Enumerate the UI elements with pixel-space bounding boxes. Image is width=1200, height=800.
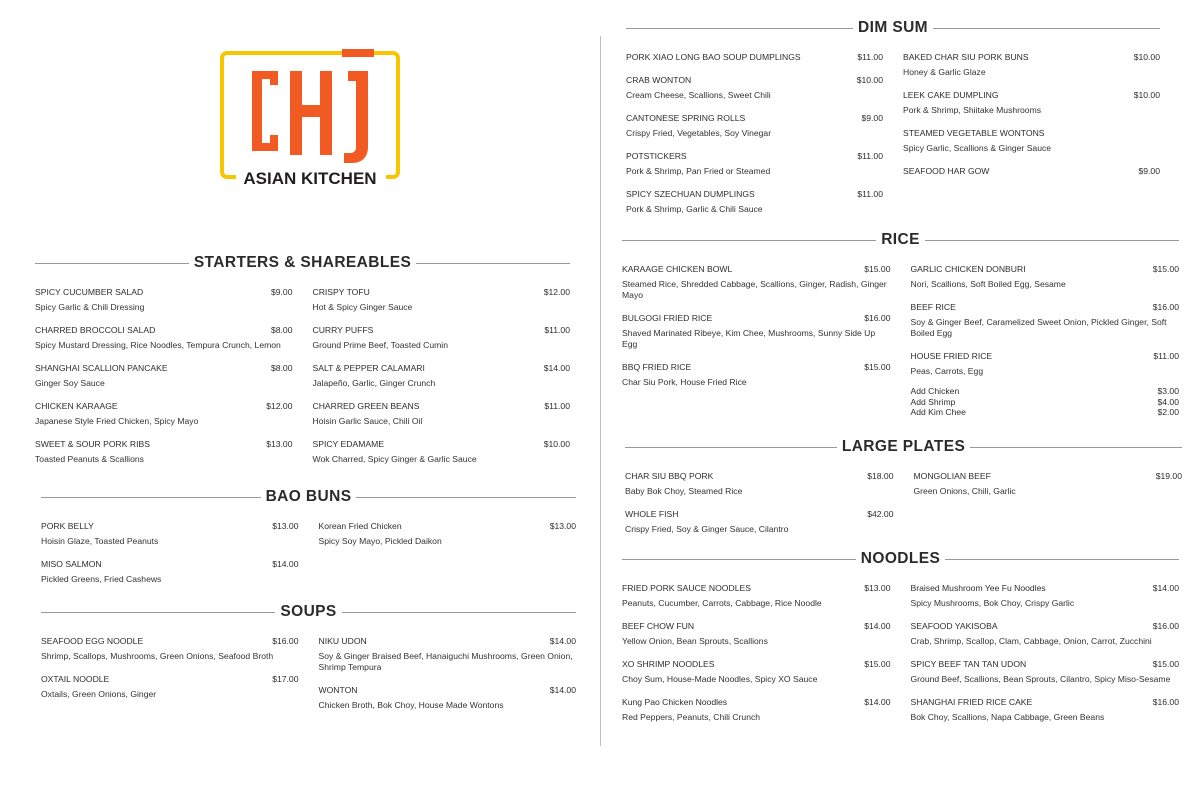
- menu-column: [319, 635, 577, 722]
- menu-items: [35, 286, 570, 476]
- menu-item: [622, 620, 891, 647]
- item-description: Pork & Shrimp, Pan Fried or Steamed: [626, 166, 771, 176]
- item-description: Ground Beef, Scallions, Bean Sprouts, Cilantro, Spicy Miso-Sesame: [910, 674, 1171, 684]
- item-price: $15.00: [1152, 659, 1179, 669]
- item-price: $15.00: [864, 264, 891, 274]
- section-dim-sum: [626, 17, 1160, 226]
- menu-item-row: [622, 361, 891, 373]
- item-name: SPICY SZECHUAN DUMPLINGS: [626, 189, 755, 199]
- menu-column: [622, 582, 891, 734]
- divider-line: [925, 240, 1179, 241]
- item-description: Baby Bok Choy, Steamed Rice: [625, 486, 743, 496]
- section-starters: [35, 252, 570, 476]
- menu-item-row: [319, 520, 577, 532]
- item-description: Spicy Garlic & Chili Dressing: [35, 302, 145, 312]
- divider-line: [41, 497, 261, 498]
- section-title: SOUPS: [280, 603, 337, 620]
- menu-item: [625, 508, 894, 535]
- menu-item-row: [41, 520, 299, 532]
- item-name: SPICY BEEF TAN TAN UDON: [910, 659, 1027, 669]
- item-description: Hot & Spicy Ginger Sauce: [312, 302, 413, 312]
- item-description: Shrimp, Scallops, Mushrooms, Green Onions, Seafood Broth: [41, 651, 274, 661]
- section-header: [625, 436, 1182, 458]
- item-name: CHARRED GREEN BEANS: [312, 401, 420, 411]
- divider-line: [342, 612, 576, 613]
- item-price: $14.00: [272, 559, 299, 569]
- addon-price: $4.00: [1157, 396, 1179, 407]
- item-description: Spicy Mushrooms, Bok Choy, Crispy Garlic: [910, 598, 1075, 608]
- divider-line: [41, 612, 275, 613]
- menu-item-row: [41, 558, 299, 570]
- menu-item-row: [35, 438, 293, 450]
- menu-item: [626, 188, 883, 215]
- menu-item-row: [622, 696, 891, 708]
- menu-column: [911, 263, 1180, 418]
- item-description: Pork & Shrimp, Shiitake Mushrooms: [903, 105, 1042, 115]
- item-price: $14.00: [1152, 583, 1179, 593]
- item-name: BAKED CHAR SIU PORK BUNS: [903, 52, 1029, 62]
- item-description: Soy & Ginger Braised Beef, Hanaiguchi Mushrooms, Green Onion, Shrimp Tempura: [318, 651, 573, 672]
- item-name: CRISPY TOFU: [312, 287, 370, 297]
- divider-line: [622, 559, 856, 560]
- divider-line: [945, 559, 1179, 560]
- addon-name: Add Chicken: [910, 386, 960, 396]
- item-name: POTSTICKERS: [626, 151, 687, 161]
- item-price: $14.00: [864, 697, 891, 707]
- menu-item: [319, 684, 577, 711]
- menu-item-row: [313, 362, 571, 374]
- addon-price: $3.00: [1157, 386, 1179, 396]
- menu-item-row: [626, 150, 883, 162]
- addon-name: Add Shrimp: [910, 396, 956, 407]
- menu-column: [41, 635, 299, 722]
- addon-name: Add Kim Chee: [910, 407, 966, 417]
- item-description: Crispy Fried, Soy & Ginger Sauce, Cilantro: [625, 524, 789, 534]
- menu-item: [622, 361, 891, 388]
- menu-item-row: [911, 350, 1180, 362]
- page-divider: [600, 36, 601, 746]
- menu-item-row: [35, 400, 293, 412]
- logo-letters: [252, 49, 374, 163]
- menu-item: [313, 400, 571, 427]
- menu-column: [914, 470, 1183, 546]
- item-description: Bok Choy, Scallions, Napa Cabbage, Green Beans: [910, 712, 1105, 722]
- divider-line: [933, 28, 1160, 29]
- menu-item-row: [903, 127, 1160, 139]
- item-description: Spicy Soy Mayo, Pickled Daikon: [318, 536, 442, 546]
- item-description: Japanese Style Fried Chicken, Spicy Mayo: [35, 416, 199, 426]
- menu-item: [622, 696, 891, 723]
- item-name: XO SHRIMP NOODLES: [622, 659, 715, 669]
- item-name: BEEF CHOW FUN: [622, 621, 695, 631]
- menu-item-row: [35, 362, 293, 374]
- divider-line: [356, 497, 576, 498]
- item-price: $42.00: [867, 509, 894, 519]
- menu-item-row: [903, 89, 1160, 101]
- item-price: $12.00: [266, 401, 293, 411]
- menu-item: [911, 582, 1180, 609]
- menu-item: [911, 301, 1180, 339]
- menu-item-row: [35, 324, 293, 336]
- item-description: Soy & Ginger Beef, Caramelized Sweet Onion, Pickled Ginger, Soft Boiled Egg: [910, 317, 1167, 338]
- section-header: [41, 601, 576, 623]
- divider-line: [970, 447, 1182, 448]
- item-price: $10.00: [543, 439, 570, 449]
- menu-item: [41, 635, 299, 662]
- item-name: SEAFOOD EGG NOODLE: [41, 636, 144, 646]
- section-header: [41, 486, 576, 508]
- menu-item-row: [622, 658, 891, 670]
- item-price: $16.00: [1152, 302, 1179, 312]
- item-description: Char Siu Pork, House Fried Rice: [622, 377, 747, 387]
- item-price: $11.00: [857, 189, 883, 199]
- item-description: Chicken Broth, Bok Choy, House Made Wontons: [318, 700, 504, 710]
- item-price: $11.00: [857, 52, 883, 62]
- item-price: $11.00: [544, 401, 570, 411]
- item-name: STEAMED VEGETABLE WONTONS: [903, 128, 1045, 138]
- menu-item-row: [41, 673, 299, 685]
- menu-column: [903, 51, 1160, 226]
- item-description: Honey & Garlic Glaze: [903, 67, 986, 77]
- item-name: Korean Fried Chicken: [318, 521, 402, 531]
- item-name: SALT & PEPPER CALAMARI: [312, 363, 425, 373]
- menu-item-row: [313, 286, 571, 298]
- menu-item-row: [914, 470, 1183, 482]
- section-soups: [41, 601, 576, 722]
- item-price: $17.00: [272, 674, 299, 684]
- item-price: $15.00: [1152, 264, 1179, 274]
- item-name: CHARRED BROCCOLI SALAD: [35, 325, 156, 335]
- item-price: $13.00: [266, 439, 293, 449]
- item-name: OXTAIL NOODLE: [41, 674, 110, 684]
- item-price: $13.00: [864, 583, 891, 593]
- item-description: Spicy Mustard Dressing, Rice Noodles, Tempura Crunch, Lemon: [35, 340, 281, 350]
- item-price: $12.00: [543, 287, 570, 297]
- item-name: Kung Pao Chicken Noodles: [622, 697, 728, 707]
- menu-items: [622, 263, 1179, 418]
- menu-item-row: [626, 112, 883, 124]
- menu-column: [622, 263, 891, 418]
- menu-column: [911, 582, 1180, 734]
- item-price: $9.00: [270, 287, 293, 297]
- item-name: SHANGHAI SCALLION PANCAKE: [35, 363, 168, 373]
- item-price: $14.00: [549, 685, 576, 695]
- section-noodles: [622, 548, 1179, 734]
- menu-item-row: [313, 400, 571, 412]
- item-price: $19.00: [1155, 471, 1182, 481]
- item-name: WHOLE FISH: [625, 509, 679, 519]
- menu-item: [622, 658, 891, 685]
- item-description: Choy Sum, House-Made Noodles, Spicy XO Sauce: [622, 674, 818, 684]
- addon-row: [911, 386, 1180, 397]
- menu-items: [41, 520, 576, 596]
- item-description: Cream Cheese, Scallions, Sweet Chili: [626, 90, 771, 100]
- section-large-plates: [625, 436, 1182, 546]
- addons-list: [911, 386, 1180, 418]
- item-price: $14.00: [864, 621, 891, 631]
- logo-tagline: ASIAN KITCHEN: [243, 169, 377, 185]
- divider-line: [416, 263, 570, 264]
- item-name: SEAFOOD HAR GOW: [903, 166, 990, 176]
- menu-item-row: [622, 312, 891, 324]
- item-name: PORK XIAO LONG BAO SOUP DUMPLINGS: [626, 52, 801, 62]
- menu-item: [35, 438, 293, 465]
- section-bao-buns: [41, 486, 576, 596]
- item-price: $8.00: [270, 325, 293, 335]
- addon-price: $2.00: [1157, 407, 1179, 417]
- item-price: $8.00: [270, 363, 293, 373]
- item-price: $9.00: [1138, 166, 1160, 176]
- menu-item-row: [626, 188, 883, 200]
- menu-item-row: [35, 286, 293, 298]
- item-name: MONGOLIAN BEEF: [913, 471, 991, 481]
- menu-item: [914, 470, 1183, 497]
- item-description: Yellow Onion, Bean Sprouts, Scallions: [622, 636, 768, 646]
- item-description: Crispy Fried, Vegetables, Soy Vinegar: [626, 128, 772, 138]
- item-description: Toasted Peanuts & Scallions: [35, 454, 144, 464]
- item-description: Peanuts, Cucumber, Carrots, Cabbage, Rice Noodle: [622, 598, 822, 608]
- addon-row: [911, 407, 1180, 418]
- menu-item: [35, 286, 293, 313]
- item-description: Nori, Scallions, Soft Boiled Egg, Sesame: [910, 279, 1066, 289]
- menu-item: [911, 263, 1180, 290]
- divider-line: [625, 447, 837, 448]
- item-description: Wok Charred, Spicy Ginger & Garlic Sauce: [312, 454, 477, 464]
- section-title: STARTERS & SHAREABLES: [193, 254, 412, 271]
- item-name: SPICY EDAMAME: [312, 439, 384, 449]
- item-price: $13.00: [549, 521, 576, 531]
- item-description: Red Peppers, Peanuts, Chili Crunch: [622, 712, 761, 722]
- item-name: GARLIC CHICKEN DONBURI: [910, 264, 1026, 274]
- item-name: SPICY CUCUMBER SALAD: [35, 287, 144, 297]
- menu-item: [626, 150, 883, 177]
- menu-column: [41, 520, 299, 596]
- menu-item-row: [911, 658, 1180, 670]
- menu-column: [35, 286, 293, 476]
- item-name: WONTON: [318, 685, 358, 695]
- menu-item: [903, 51, 1160, 78]
- item-price: $10.00: [856, 75, 883, 85]
- menu-column: [625, 470, 894, 546]
- item-price: $14.00: [543, 363, 570, 373]
- menu-item-row: [911, 301, 1180, 313]
- item-name: PORK BELLY: [41, 521, 94, 531]
- menu-item: [35, 362, 293, 389]
- menu-item-row: [911, 620, 1180, 632]
- item-price: $15.00: [864, 362, 891, 372]
- menu-item: [313, 324, 571, 351]
- menu-item-row: [319, 684, 577, 696]
- item-name: BEEF RICE: [910, 302, 956, 312]
- item-name: KARAAGE CHICKEN BOWL: [622, 264, 733, 274]
- menu-item: [41, 673, 299, 700]
- item-description: Pickled Greens, Fried Cashews: [41, 574, 162, 584]
- menu-item-row: [622, 263, 891, 275]
- item-description: Crab, Shrimp, Scallop, Clam, Cabbage, Onion, Carrot, Zucchini: [910, 636, 1152, 646]
- menu-item: [622, 312, 891, 350]
- menu-item-row: [622, 582, 891, 594]
- menu-items: [625, 470, 1182, 546]
- item-price: $14.00: [549, 636, 576, 646]
- menu-item: [626, 112, 883, 139]
- item-name: HOUSE FRIED RICE: [910, 351, 993, 361]
- menu-item: [41, 520, 299, 547]
- menu-item: [911, 620, 1180, 647]
- item-description: Ginger Soy Sauce: [35, 378, 105, 388]
- item-description: Peas, Carrots, Egg: [910, 366, 984, 376]
- menu-item-row: [319, 635, 577, 647]
- item-name: SEAFOOD YAKISOBA: [910, 621, 998, 631]
- item-price: $10.00: [1133, 90, 1160, 100]
- item-price: $11.00: [1153, 351, 1179, 361]
- item-name: SWEET & SOUR PORK RIBS: [35, 439, 150, 449]
- menu-item: [35, 400, 293, 427]
- item-name: CRAB WONTON: [626, 75, 692, 85]
- menu-item: [626, 74, 883, 101]
- section-header: [622, 229, 1179, 251]
- item-name: BBQ FRIED RICE: [622, 362, 692, 372]
- divider-line: [35, 263, 189, 264]
- section-rice: [622, 229, 1179, 418]
- item-description: Oxtails, Green Onions, Ginger: [41, 689, 157, 699]
- menu-item: [903, 127, 1160, 154]
- menu-item-row: [313, 438, 571, 450]
- menu-item: [625, 470, 894, 497]
- menu-item: [313, 438, 571, 465]
- menu-item-row: [626, 74, 883, 86]
- menu-item: [911, 658, 1180, 685]
- section-header: [626, 17, 1160, 39]
- item-price: $9.00: [861, 113, 883, 123]
- menu-item-row: [903, 165, 1160, 177]
- menu-item-row: [911, 696, 1180, 708]
- menu-item: [622, 582, 891, 609]
- item-description: Shaved Marinated Ribeye, Kim Chee, Mushrooms, Sunny Side Up Egg: [622, 328, 876, 349]
- item-description: Ground Prime Beef, Toasted Cumin: [312, 340, 448, 350]
- section-title: DIM SUM: [858, 19, 928, 36]
- item-name: BULGOGI FRIED RICE: [622, 313, 713, 323]
- menu-item-row: [903, 51, 1160, 63]
- item-name: Braised Mushroom Yee Fu Noodles: [910, 583, 1046, 593]
- item-price: $13.00: [272, 521, 299, 531]
- addon-row: [911, 397, 1180, 408]
- menu-item-row: [626, 51, 883, 63]
- item-name: FRIED PORK SAUCE NOODLES: [622, 583, 751, 593]
- menu-items: [626, 51, 1160, 226]
- item-name: CURRY PUFFS: [312, 325, 374, 335]
- menu-items: [622, 582, 1179, 734]
- menu-item: [35, 324, 293, 351]
- divider-line: [622, 240, 876, 241]
- menu-item: [319, 520, 577, 547]
- menu-item: [313, 362, 571, 389]
- menu-item-row: [911, 582, 1180, 594]
- item-description: Spicy Garlic, Scallions & Ginger Sauce: [903, 143, 1052, 153]
- menu-items: [41, 635, 576, 722]
- item-price: $11.00: [544, 325, 570, 335]
- item-name: CHAR SIU BBQ PORK: [625, 471, 714, 481]
- menu-column: [626, 51, 883, 226]
- section-title: LARGE PLATES: [841, 438, 966, 455]
- menu-item: [903, 89, 1160, 116]
- menu-item-row: [313, 324, 571, 336]
- item-description: Hoisin Garlic Sauce, Chili Oil: [312, 416, 423, 426]
- item-name: SHANGHAI FRIED RICE CAKE: [910, 697, 1033, 707]
- item-name: CANTONESE SPRING ROLLS: [626, 113, 746, 123]
- menu-item-row: [625, 508, 894, 520]
- menu-column: [319, 520, 577, 596]
- item-price: $16.00: [1152, 621, 1179, 631]
- item-price: $16.00: [272, 636, 299, 646]
- item-price: $16.00: [1152, 697, 1179, 707]
- section-header: [622, 548, 1179, 570]
- item-name: LEEK CAKE DUMPLING: [903, 90, 999, 100]
- item-price: $16.00: [864, 313, 891, 323]
- menu-item: [41, 558, 299, 585]
- menu-item: [911, 350, 1180, 377]
- menu-item: [313, 286, 571, 313]
- item-description: Hoisin Glaze, Toasted Peanuts: [41, 536, 159, 546]
- item-price: $18.00: [867, 471, 894, 481]
- divider-line: [626, 28, 853, 29]
- chi-logo: [218, 47, 402, 185]
- menu-item: [622, 263, 891, 301]
- menu-item: [903, 165, 1160, 177]
- section-title: RICE: [881, 231, 920, 248]
- menu-column: [313, 286, 571, 476]
- menu-item-row: [625, 470, 894, 482]
- section-title: BAO BUNS: [265, 488, 352, 505]
- item-description: Pork & Shrimp, Garlic & Chili Sauce: [626, 204, 763, 214]
- item-description: Steamed Rice, Shredded Cabbage, Scallions, Ginger, Radish, Ginger Mayo: [622, 279, 887, 300]
- menu-item-row: [622, 620, 891, 632]
- menu-item: [319, 635, 577, 673]
- section-header: [35, 252, 570, 274]
- item-description: Green Onions, Chili, Garlic: [913, 486, 1016, 496]
- menu-item-row: [41, 635, 299, 647]
- item-description: Jalapeño, Garlic, Ginger Crunch: [312, 378, 436, 388]
- item-price: $15.00: [864, 659, 891, 669]
- item-name: CHICKEN KARAAGE: [35, 401, 118, 411]
- item-price: $10.00: [1133, 52, 1160, 62]
- item-name: MISO SALMON: [41, 559, 102, 569]
- item-price: $11.00: [857, 151, 883, 161]
- section-title: NOODLES: [860, 550, 941, 567]
- menu-item-row: [911, 263, 1180, 275]
- menu-item: [626, 51, 883, 63]
- menu-item: [911, 696, 1180, 723]
- item-name: NIKU UDON: [318, 636, 367, 646]
